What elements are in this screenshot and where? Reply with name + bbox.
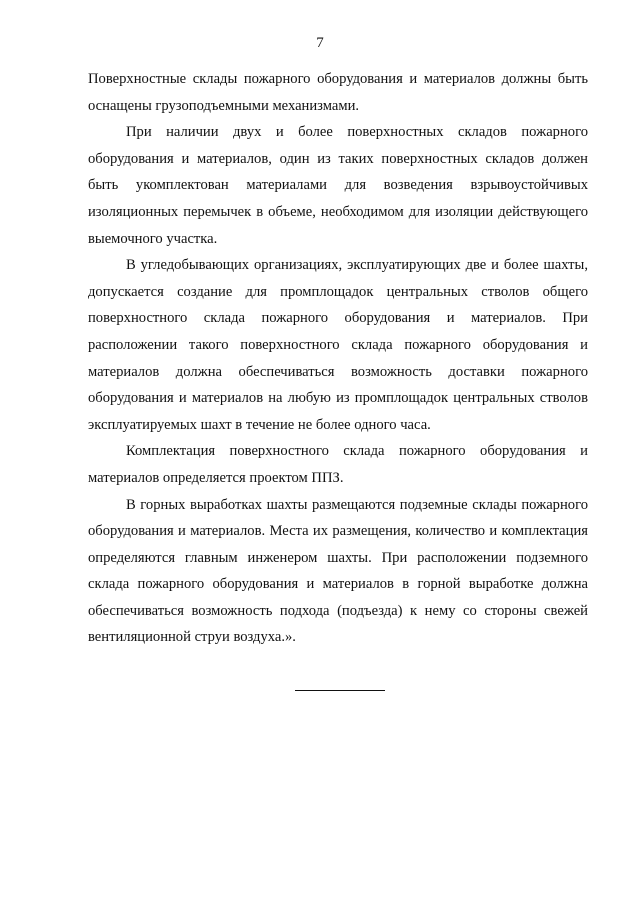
paragraph-ppz-project: Комплектация поверхностного склада пожарного оборудования и материалов определяется проектом ППЗ. — [88, 443, 588, 486]
paragraph-surface-warehouses-equipment: Поверхностные склады пожарного оборудования и материалов должны быть оснащены грузоподъемными механизмами. — [88, 71, 588, 114]
closing-rule — [295, 690, 385, 691]
body-text — [88, 66, 588, 651]
paragraph-coal-mining-organizations: В угледобывающих организациях, эксплуатирующих две и более шахты, допускается создание для промплощадок центральных стволов общего поверхностного склада пожарного оборудования и материалов. При расположении такого поверхностного склада пожарного оборудования и материалов должна обеспечиваться возможность доставки пожарного оборудования и материалов на любую из промплощадок центральных стволов эксплуатируемых шахт в течение не более одного часа. — [88, 257, 588, 433]
paragraph-underground-warehouses: В горных выработках шахты размещаются подземные склады пожарного оборудования и материалов. Места их размещения, количество и комплектация определяются главным инженером шахты. При расположении подземного склада пожарного оборудования и материалов в горной выработке должна обеспечиваться возможность подхода (подъезда) к нему со стороны свежей вентиляционной струи воздуха.». — [88, 496, 588, 646]
paragraph-two-or-more-warehouses: При наличии двух и более поверхностных складов пожарного оборудования и материалов, один из таких поверхностных складов должен быть укомплектован материалами для возведения взрывоустойчивых изоляционных перемычек в объеме, необходимом для изоляции действующего выемочного участка. — [88, 124, 588, 247]
page-number: 7 — [316, 35, 324, 51]
